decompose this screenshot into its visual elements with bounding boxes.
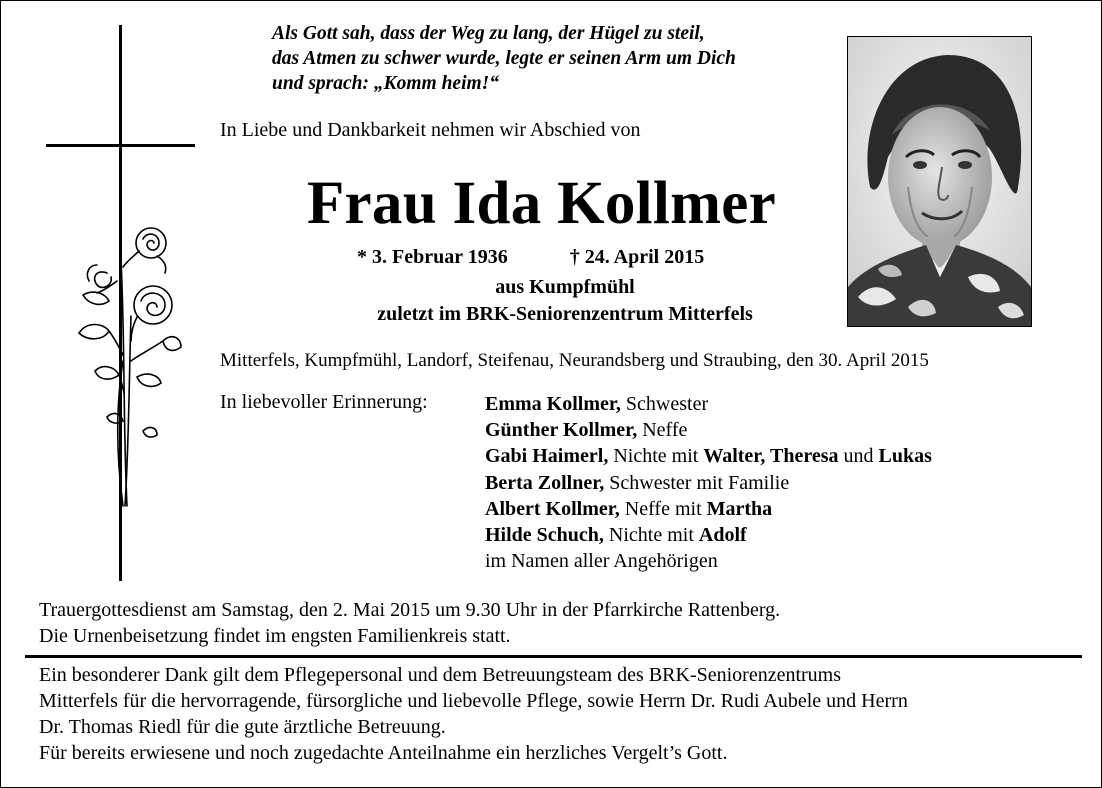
poem-line: das Atmen zu schwer wurde, legte er seinen Arm um Dich bbox=[272, 48, 736, 69]
last-residence-text: zuletzt im BRK-Seniorenzentrum Mitterfels bbox=[377, 303, 753, 325]
mourner-row bbox=[485, 470, 932, 496]
mourner-relation: Neffe mit bbox=[624, 497, 702, 520]
mourner-name: Berta Zollner, bbox=[485, 471, 605, 494]
portrait-photo bbox=[847, 36, 1032, 327]
mourner-name: Günther Kollmer, bbox=[485, 419, 638, 442]
portrait-image bbox=[848, 37, 1031, 326]
mourner-row bbox=[485, 417, 932, 443]
mourner-name: Albert Kollmer, bbox=[485, 497, 620, 520]
intro-text: In Liebe und Dankbarkeit nehmen wir Abschied von bbox=[220, 119, 641, 141]
mourner-companion: Walter, Theresa bbox=[703, 445, 839, 468]
service-line: Trauergottesdienst am Samstag, den 2. Mai 2015 um 9.30 Uhr in der Pfarrkirche Rattenberg. bbox=[39, 599, 781, 621]
mourner-relation: Schwester mit Familie bbox=[609, 471, 790, 494]
places-date: Mitterfels, Kumpfmühl, Landorf, Steifenau, Neurandsberg und Straubing, den 30. April 2015 bbox=[220, 350, 929, 371]
cross-bar bbox=[46, 144, 195, 147]
service-line: Die Urnenbeisetzung findet im engsten Familienkreis statt. bbox=[39, 625, 511, 647]
mourner-row: im Namen aller Angehörigen bbox=[485, 550, 718, 573]
roses-icon bbox=[67, 221, 187, 511]
thanks-text bbox=[39, 662, 908, 766]
mourner-row bbox=[485, 443, 932, 469]
service-info bbox=[39, 597, 780, 649]
deceased-name: Frau Ida Kollmer bbox=[307, 170, 777, 237]
poem-line: Als Gott sah, dass der Weg zu lang, der Hügel zu steil, bbox=[272, 23, 705, 44]
divider bbox=[25, 655, 1082, 658]
mourner-relation: Schwester bbox=[625, 393, 709, 415]
mourner-relation: Nichte mit bbox=[608, 524, 694, 547]
death-date: † 24. April 2015 bbox=[569, 246, 705, 268]
thanks-line: Dr. Thomas Riedl für die gute ärztliche Betreuung. bbox=[39, 716, 446, 738]
memory-label: In liebevoller Erinnerung: bbox=[220, 391, 428, 413]
mourner-relation: Neffe bbox=[642, 419, 688, 442]
thanks-line: Mitterfels für die hervorragende, fürsorgliche und liebevolle Pflege, sowie Herrn Dr. Rudi Aubele und Herrn bbox=[39, 690, 908, 712]
mourner-relation: Nichte mit bbox=[613, 445, 699, 468]
poem-line: und sprach: „Komm heim!“ bbox=[272, 73, 500, 94]
origin-text: aus Kumpfmühl bbox=[495, 276, 635, 298]
mourner-conjunction: und bbox=[843, 445, 874, 468]
mourner-companion: Adolf bbox=[698, 524, 747, 547]
mourner-companion: Martha bbox=[706, 497, 773, 520]
life-dates bbox=[357, 246, 704, 269]
poem bbox=[272, 21, 736, 96]
birth-date: * 3. Februar 1936 bbox=[357, 246, 508, 268]
thanks-line: Ein besonderer Dank gilt dem Pflegepersonal und dem Betreuungsteam des BRK-Seniorenzentrums bbox=[39, 664, 842, 686]
mourner-row bbox=[485, 496, 932, 522]
mourner-row bbox=[485, 522, 932, 548]
mourners-list bbox=[485, 391, 932, 574]
mourner-companion: Lukas bbox=[878, 445, 932, 468]
mourner-name: Hilde Schuch, bbox=[485, 524, 604, 547]
mourner-name: Emma Kollmer, bbox=[485, 393, 621, 415]
mourner-row bbox=[485, 391, 932, 417]
thanks-line: Für bereits erwiesene und noch zugedachte Anteilnahme ein herzliches Vergelt’s Gott. bbox=[39, 742, 728, 764]
mourner-name: Gabi Haimerl, bbox=[485, 445, 609, 468]
